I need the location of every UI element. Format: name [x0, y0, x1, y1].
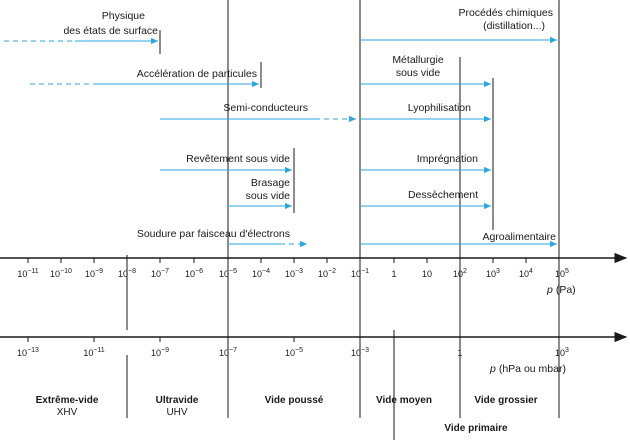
- range-primaire-name: Vide primaire: [444, 423, 508, 434]
- hpa-tick-1e-3: $10^{-3}$: [351, 347, 369, 358]
- pa-tick-1e-2: $10^{-2}$: [318, 268, 336, 279]
- pa-tick-1e2: $10^2$: [453, 268, 467, 279]
- label-procedes-1: Procédés chimiques: [458, 7, 553, 19]
- label-physique-1: Physique: [101, 10, 145, 22]
- pa-tick-1e-6: $10^{-6}$: [185, 268, 203, 279]
- label-acceleration: Accélération de particules: [136, 68, 257, 80]
- pa-tick-1: 1: [391, 269, 397, 279]
- pa-tick-1e-8: $10^{-8}$: [118, 268, 136, 279]
- hpa-tick-1e-9: $10^{-9}$: [151, 347, 169, 358]
- pa-tick-1e3: $10^3$: [486, 268, 500, 279]
- pa-tick-1e4: $10^4$: [519, 268, 533, 279]
- range-pousse-name: Vide poussé: [264, 395, 324, 406]
- hpa-axis-unit: p (hPa ou mbar): [490, 363, 566, 375]
- range-uhv-name: Ultravide: [155, 395, 199, 406]
- label-lyophilisation: Lyophilisation: [407, 102, 471, 114]
- pa-tick-1e-1: $10^{-1}$: [351, 268, 369, 279]
- pa-axis-tick-labels: [17, 268, 569, 279]
- hpa-tick-1e-13: $10^{-13}$: [17, 347, 39, 358]
- label-soudure: Soudure par faisceau d'électrons: [136, 228, 290, 240]
- pa-tick-1e-10: $10^{-10}$: [50, 268, 72, 279]
- pa-tick-1e-5: $10^{-5}$: [219, 268, 237, 279]
- pa-tick-1e-7: $10^{-7}$: [151, 268, 169, 279]
- label-brasage-2: sous vide: [245, 190, 290, 202]
- hpa-tick-1e-7: $10^{-7}$: [219, 347, 237, 358]
- range-xhv-code: XHV: [56, 407, 78, 418]
- label-semiconducteurs: Semi-conducteurs: [223, 102, 308, 114]
- pa-tick-1e-9: $10^{-9}$: [85, 268, 103, 279]
- pa-axis-unit: p (Pa): [547, 284, 576, 296]
- pa-tick-1e-11: $10^{-11}$: [17, 268, 39, 279]
- label-revetement: Revêtement sous vide: [186, 153, 290, 165]
- label-metallurgie-2: sous vide: [395, 67, 441, 79]
- label-dessechement: Dessèchement: [407, 189, 478, 201]
- pa-tick-1e5: $10^5$: [555, 268, 569, 279]
- label-procedes-2: (distillation...): [483, 20, 545, 32]
- hpa-axis-tick-labels: [17, 347, 569, 358]
- hpa-tick-1: 1: [457, 348, 463, 358]
- pa-tick-10: 10: [421, 269, 433, 279]
- label-agroalimentaire: Agroalimentaire: [482, 231, 556, 243]
- label-metallurgie-1: Métallurgie: [392, 54, 444, 66]
- pa-tick-1e-4: $10^{-4}$: [252, 268, 270, 279]
- pa-tick-1e-3: $10^{-3}$: [285, 268, 303, 279]
- label-brasage-1: Brasage: [250, 177, 290, 189]
- range-uhv-code: UHV: [166, 407, 188, 418]
- hpa-tick-1e-5: $10^{-5}$: [285, 347, 303, 358]
- range-moyen-name: Vide moyen: [376, 395, 432, 406]
- range-xhv-name: Extrême-vide: [35, 395, 99, 406]
- label-physique-2: des états de surface: [63, 25, 158, 37]
- hpa-tick-1e-11: $10^{-11}$: [83, 347, 105, 358]
- label-impregnation: Imprégnation: [416, 153, 478, 165]
- range-grossier-name: Vide grossier: [474, 395, 538, 406]
- hpa-tick-1e3: $10^3$: [555, 347, 569, 358]
